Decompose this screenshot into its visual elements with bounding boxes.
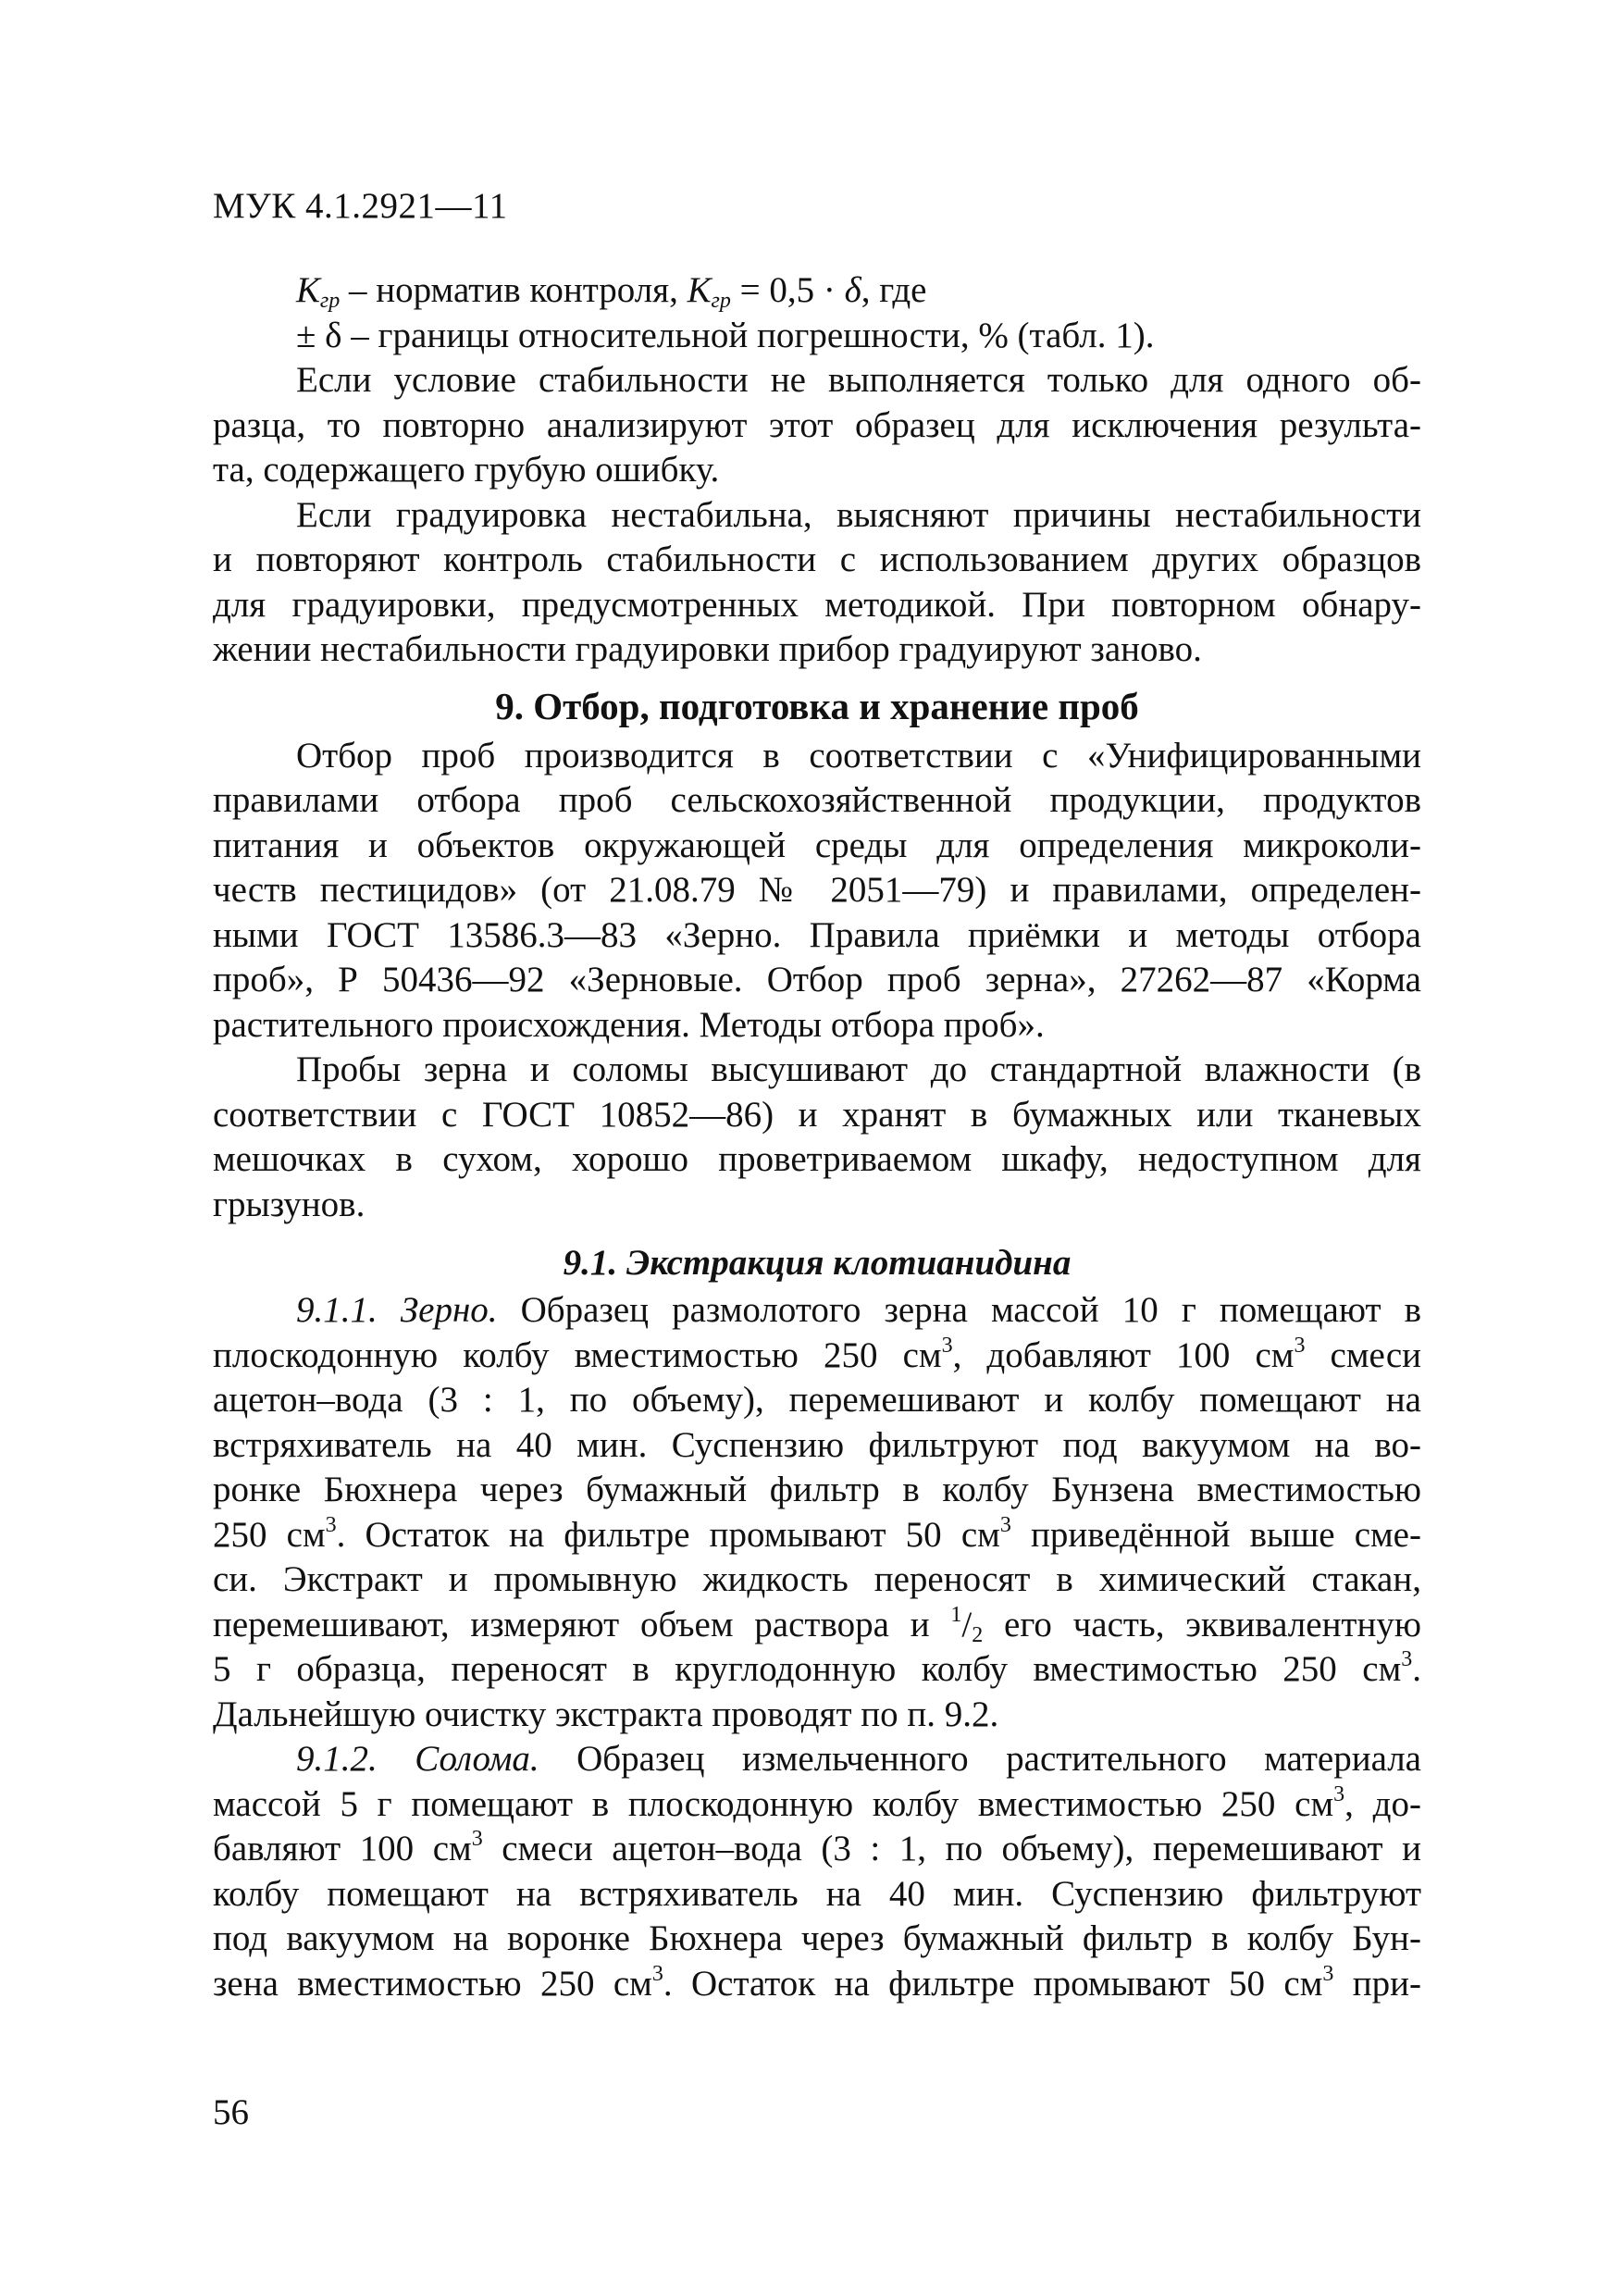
document-header: МУК 4.1.2921—11 xyxy=(213,186,508,226)
subsection-heading: 9.1. Экстракция клотианидина xyxy=(563,1243,1072,1283)
straw-label: 9.1.2. Солома. xyxy=(296,1739,539,1779)
paragraph-stability: Если условие стабильности не выполняется только для одного об- разца, то повторно анализируют этот образец для исключения результа- та, содержащего грубую ошибку. xyxy=(213,360,1421,490)
grain-label: 9.1.1. Зерно. xyxy=(296,1290,498,1330)
paragraph-grain: 9.1.1. Зерно. Образец размолотого зерна массой 10 г помещают в плоскодонную колбу вместимостью 250 $см^3$, добавляют 100 $см^3$ смеси ацетон–вода (3 : 1, по объему), перемешивают и колбу помещают на встряхиватель на 40 мин. Суспензию фильтруют под вакуумом на во- ронке Бюхнера через бумажный фильтр в колбу Бунзена вместимостью 250 $см^3$. Остаток на фильтре промывают 50 $см^3$ приведённой выше сме- си. Экстракт и промывную жидкость переносят в химический стакан, перемешивают, измеряют объем раствора и $^1/_2$ его часть, эквивалентную 5 г образца, переносят в круглодонную колбу вместимостью 250 $см^3$. Дальнейшую очистку экстракта проводят по п. 9.2. xyxy=(213,1290,1422,1734)
paragraph-sampling: Отбор проб производится в соответствии с «Унифицированными правилами отбора проб сельскохозяйственной продукции, продуктов питания и объектов окружающей среды для определения микроколи- честв пестицидов» (от 21.08.79 № 2051—79) и правилами, определен- ными ГОСТ 13586.3—83 «Зерно. Правила приёмки и методы отбора проб», Р 50436—92 «Зерновые. Отбор проб зерна», 27262—87 «Корма растительного происхождения. Методы отбора проб». xyxy=(213,735,1421,1045)
delta-definition: ± δ – границы относительной погрешности, % (табл. 1). xyxy=(296,315,1155,355)
page-number: 56 xyxy=(213,2092,249,2132)
paragraph-drying: Пробы зерна и соломы высушивают до стандартной влажности (в соответствии с ГОСТ 10852—86) и хранят в бумажных или тканевых мешочках в сухом, хорошо проветриваемом шкафу, недоступном для грызунов. xyxy=(213,1049,1421,1224)
formula-line: $К_{гр}$ – норматив контроля, $К_{гр} = 0,5 \cdot \delta$, где xyxy=(296,270,927,313)
document-body xyxy=(213,268,1421,2006)
paragraph-straw: 9.1.2. Солома. Образец измельченного растительного материала массой 5 г помещают в плоскодонную колбу вместимостью 250 $см^3$, до- бавляют 100 $см^3$ смеси ацетон–вода (3 : 1, по объему), перемешивают и колбу помещают на встряхиватель на 40 мин. Суспензию фильтруют под вакуумом на воронке Бюхнера через бумажный фильтр в колбу Бун- зена вместимостью 250 $см^3$. Остаток на фильтре промывают 50 $см^3$ при- xyxy=(213,1739,1422,2004)
fraction-denominator: 2 xyxy=(972,1622,984,1647)
paragraph-calibration: Если градуировка нестабильна, выясняют причины нестабильности и повторяют контроль стабильности с использованием других образцов для градуировки, предусмотренных методикой. При повторном обнару- жении нестабильности градуировки прибор градуируют заново. xyxy=(213,494,1421,669)
section-heading: 9. Отбор, подготовка и хранение проб xyxy=(495,684,1139,727)
fraction-numerator: 1 xyxy=(950,1602,962,1627)
